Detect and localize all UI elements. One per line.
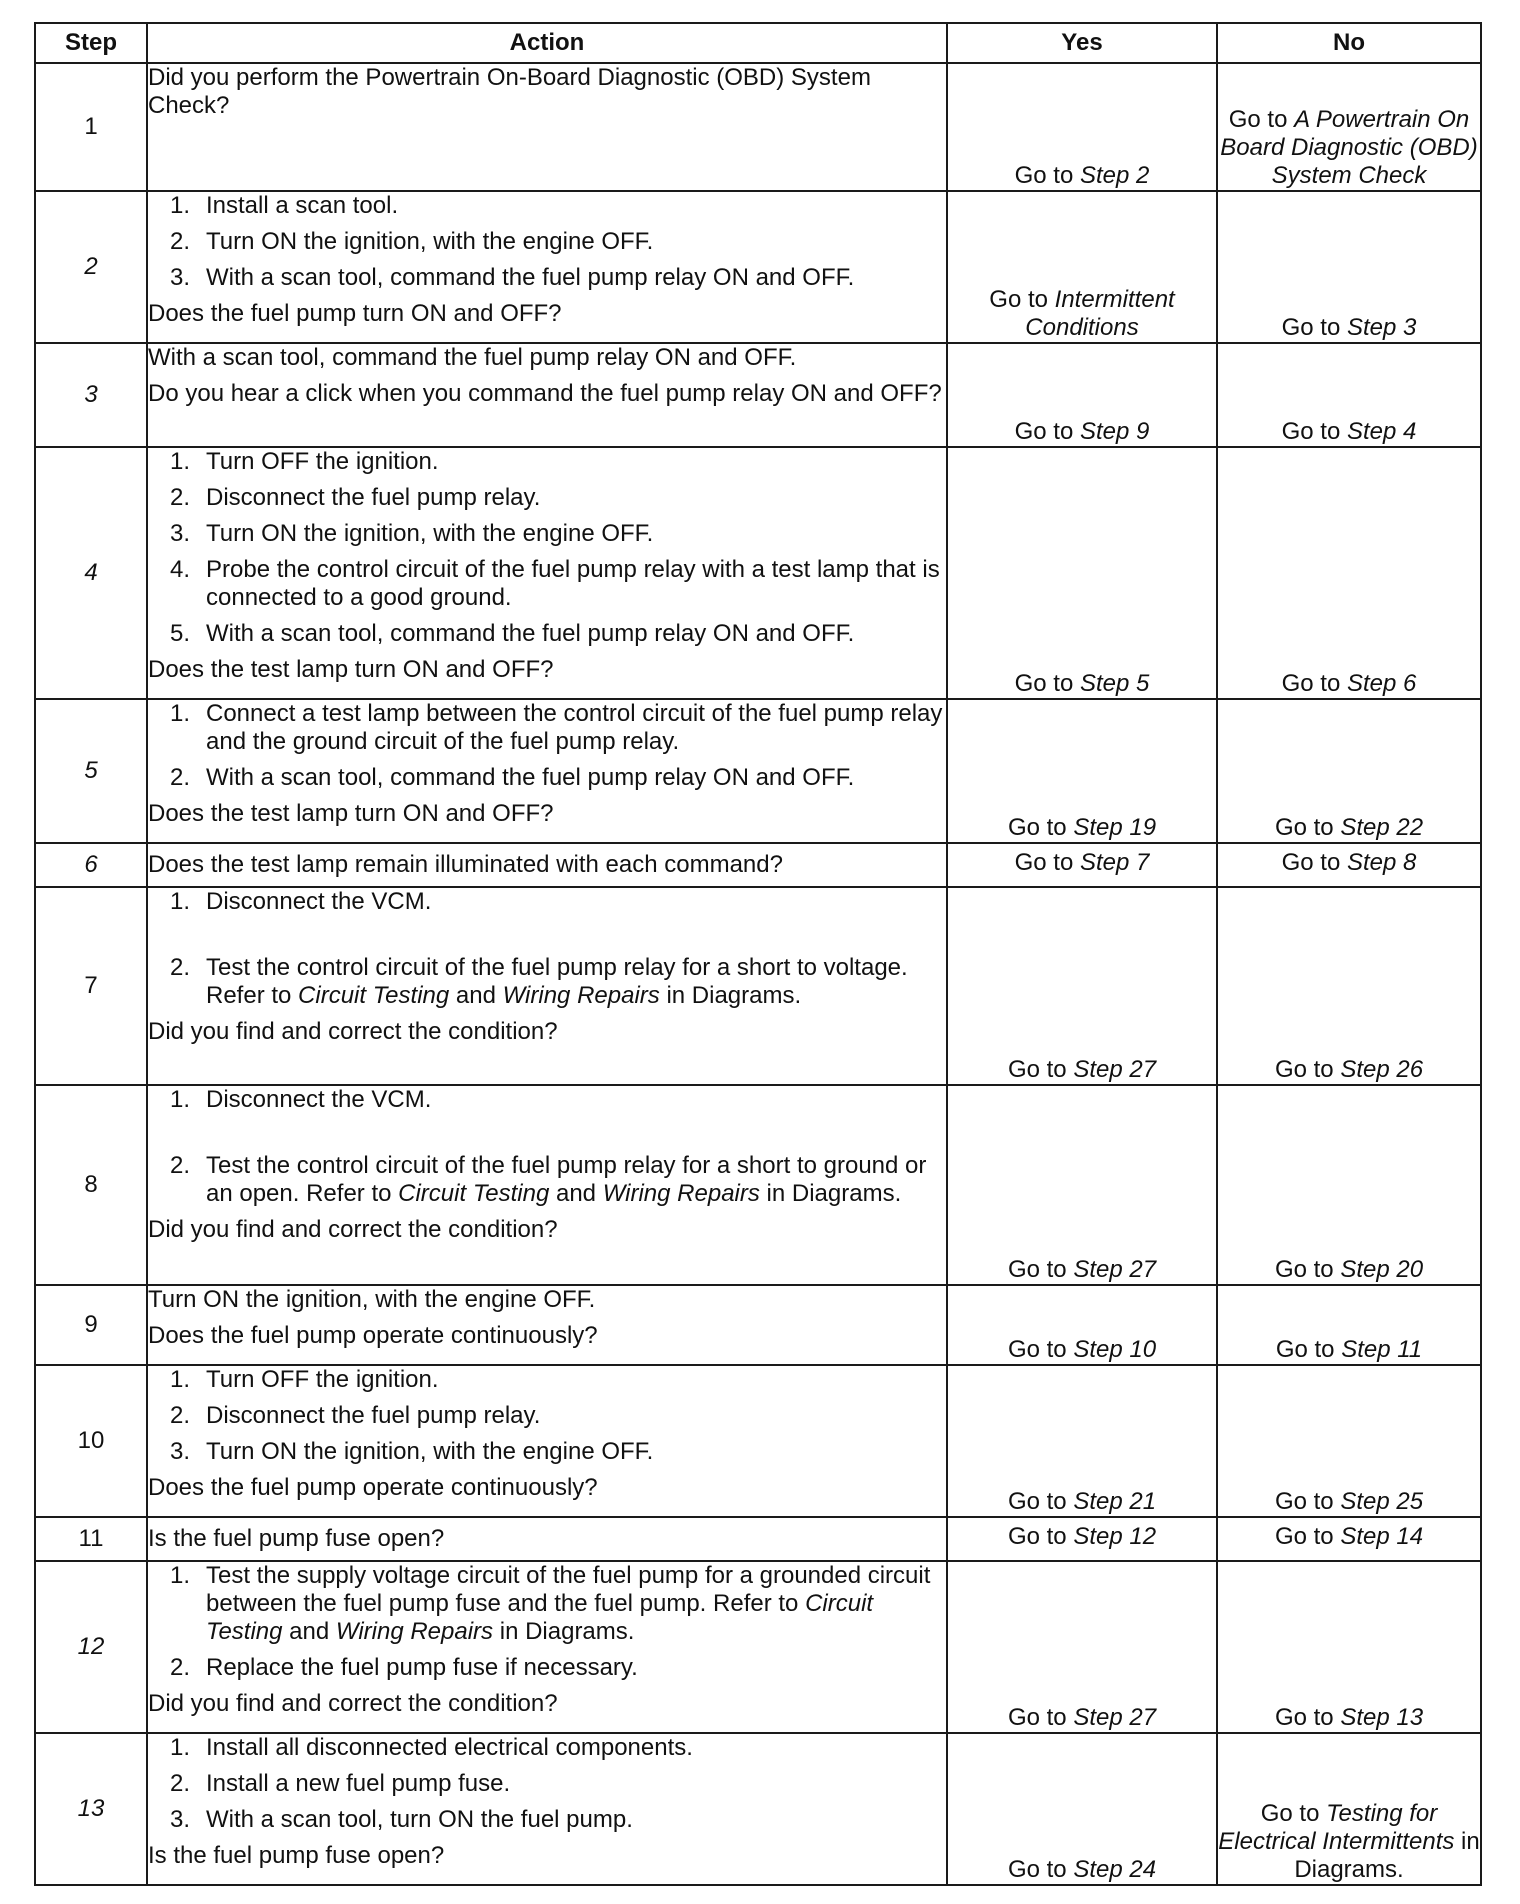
action-item: 1. Connect a test lamp between the control circuit of the fuel pump relay and the ground circuit of the fuel pump relay. (170, 700, 943, 755)
table-row (35, 1733, 1481, 1885)
diagnostic-table (34, 22, 1482, 1886)
action-question: Does the fuel pump operate continuously? (148, 1474, 598, 1501)
table-header-row (35, 23, 1481, 63)
action-item: 2. With a scan tool, command the fuel pump relay ON and OFF. (170, 764, 855, 791)
action-cell (147, 1561, 947, 1733)
yes-cell: Go to Step 12 (947, 1517, 1217, 1561)
action-question: Did you find and correct the condition? (148, 1018, 558, 1045)
no-cell: Go to Step 13 (1217, 1561, 1481, 1733)
procedure-reference: Intermittent Conditions (1025, 286, 1175, 341)
no-cell: Go to Step 25 (1217, 1365, 1481, 1517)
action-cell (147, 1517, 947, 1561)
table-row (35, 1517, 1481, 1561)
action-text: Turn ON the ignition, with the engine OFF. (148, 1286, 596, 1313)
no-cell: Go to Step 20 (1217, 1085, 1481, 1285)
header-no: No (1217, 23, 1481, 63)
no-cell: Go to Testing for Electrical Intermittents in Diagrams. (1217, 1733, 1481, 1885)
step-number: 7 (35, 887, 147, 1085)
action-list (148, 1734, 946, 1834)
step-reference: Step 6 (1346, 670, 1417, 697)
action-item: 3. Turn ON the ignition, with the engine OFF. (170, 520, 654, 547)
action-item: 2. Replace the fuel pump fuse if necessary. (170, 1654, 638, 1681)
action-text: Did you perform the Powertrain On-Board Diagnostic (OBD) System Check? (148, 64, 871, 119)
action-question: Does the test lamp turn ON and OFF? (148, 656, 554, 683)
action-question: Did you find and correct the condition? (148, 1690, 558, 1717)
table-row (35, 343, 1481, 447)
table-row (35, 1561, 1481, 1733)
action-item: 2. Disconnect the fuel pump relay. (170, 484, 541, 511)
table-row (35, 843, 1481, 887)
table-row (35, 191, 1481, 343)
action-cell (147, 1365, 947, 1517)
yes-cell: Go to Step 5 (947, 447, 1217, 699)
no-cell: Go to Step 3 (1217, 191, 1481, 343)
action-question: Does the fuel pump turn ON and OFF? (148, 300, 562, 327)
header-step: Step (35, 23, 147, 63)
step-number: 8 (35, 1085, 147, 1285)
yes-cell: Go to Step 9 (947, 343, 1217, 447)
action-item: 3. With a scan tool, turn ON the fuel pump. (170, 1806, 633, 1833)
step-reference: Step 25 (1340, 1488, 1424, 1515)
step-reference: Step 7 (1079, 849, 1150, 876)
no-cell: Go to Step 4 (1217, 343, 1481, 447)
yes-cell: Go to Step 27 (947, 887, 1217, 1085)
step-number: 1 (35, 63, 147, 191)
action-question: Does the test lamp remain illuminated with each command? (148, 851, 783, 878)
action-cell (147, 887, 947, 1085)
step-reference: Step 3 (1346, 314, 1417, 341)
action-item: 1. Turn OFF the ignition. (170, 448, 439, 475)
action-list (148, 1366, 946, 1466)
action-item: 1. Install a scan tool. (170, 192, 399, 219)
action-cell (147, 843, 947, 887)
step-reference: Step 2 (1079, 162, 1150, 189)
action-item: 2. Install a new fuel pump fuse. (170, 1770, 511, 1797)
table-row (35, 447, 1481, 699)
step-number: 2 (35, 191, 147, 343)
action-question: Does the fuel pump operate continuously? (148, 1322, 598, 1349)
table-row (35, 1285, 1481, 1365)
no-cell: Go to Step 8 (1217, 843, 1481, 887)
action-item: 1. Test the supply voltage circuit of the fuel pump for a grounded circuit between the fuel pump fuse and the fuel pump. Refer to Circuit Testing and Wiring Repairs in Diagrams. (170, 1562, 931, 1645)
step-reference: Step 27 (1073, 1056, 1157, 1083)
action-list (148, 1562, 946, 1682)
no-cell: Go to Step 14 (1217, 1517, 1481, 1561)
action-cell (147, 699, 947, 843)
action-cell (147, 1085, 947, 1285)
step-reference: Step 4 (1346, 418, 1417, 445)
step-number: 6 (35, 843, 147, 887)
table-row (35, 887, 1481, 1085)
action-item: 2. Turn ON the ignition, with the engine OFF. (170, 228, 654, 255)
action-cell (147, 1733, 947, 1885)
action-question: Do you hear a click when you command the fuel pump relay ON and OFF? (148, 380, 942, 407)
action-item: 3. With a scan tool, command the fuel pump relay ON and OFF. (170, 264, 855, 291)
step-reference: Step 19 (1073, 814, 1157, 841)
action-item: 2. Test the control circuit of the fuel pump relay for a short to voltage. Refer to Circuit Testing and Wiring Repairs in Diagrams. (170, 954, 908, 1009)
step-reference: Step 21 (1073, 1488, 1157, 1515)
step-number: 9 (35, 1285, 147, 1365)
action-cell (147, 191, 947, 343)
yes-cell: Go to Step 7 (947, 843, 1217, 887)
step-reference: Step 12 (1073, 1523, 1157, 1550)
action-cell (147, 343, 947, 447)
action-list (148, 700, 946, 792)
action-item: 2. Disconnect the fuel pump relay. (170, 1402, 541, 1429)
action-item: 2. Test the control circuit of the fuel pump relay for a short to ground or an open. Refer to Circuit Testing and Wiring Repairs in Diagrams. (170, 1152, 927, 1207)
step-number: 4 (35, 447, 147, 699)
action-list (148, 1086, 946, 1208)
action-cell (147, 447, 947, 699)
step-reference: Step 22 (1340, 814, 1424, 841)
action-question: Does the test lamp turn ON and OFF? (148, 800, 554, 827)
action-item: 3. Turn ON the ignition, with the engine OFF. (170, 1438, 654, 1465)
table-row (35, 699, 1481, 843)
action-item: 1. Install all disconnected electrical components. (170, 1734, 693, 1761)
procedure-reference: A Powertrain On Board Diagnostic (OBD) System Check (1220, 106, 1478, 189)
step-number: 11 (35, 1517, 147, 1561)
action-list (148, 192, 946, 292)
action-cell (147, 63, 947, 191)
step-number: 13 (35, 1733, 147, 1885)
action-item: 1. Disconnect the VCM. (170, 888, 432, 915)
yes-cell: Go to Step 10 (947, 1285, 1217, 1365)
step-number: 12 (35, 1561, 147, 1733)
no-cell: Go to A Powertrain On Board Diagnostic (OBD) System Check (1217, 63, 1481, 191)
action-text: With a scan tool, command the fuel pump relay ON and OFF. (148, 344, 797, 371)
action-cell (147, 1285, 947, 1365)
step-reference: Step 10 (1073, 1336, 1157, 1363)
no-cell: Go to Step 6 (1217, 447, 1481, 699)
step-reference: Step 27 (1073, 1256, 1157, 1283)
table-row (35, 63, 1481, 191)
action-question: Is the fuel pump fuse open? (148, 1842, 445, 1869)
no-cell: Go to Step 11 (1217, 1285, 1481, 1365)
step-reference: Step 24 (1073, 1856, 1157, 1883)
action-question: Did you find and correct the condition? (148, 1216, 558, 1243)
step-number: 3 (35, 343, 147, 447)
yes-cell: Go to Intermittent Conditions (947, 191, 1217, 343)
step-reference: Step 8 (1346, 849, 1417, 876)
yes-cell: Go to Step 27 (947, 1561, 1217, 1733)
step-reference: Step 20 (1340, 1256, 1424, 1283)
step-reference: Step 14 (1340, 1523, 1424, 1550)
action-list (148, 448, 946, 648)
table-row (35, 1085, 1481, 1285)
action-item: 1. Disconnect the VCM. (170, 1086, 432, 1113)
step-reference: Step 13 (1340, 1704, 1424, 1731)
action-list (148, 888, 946, 1010)
step-reference: Step 9 (1079, 418, 1150, 445)
action-item: 4. Probe the control circuit of the fuel pump relay with a test lamp that is connected to a good ground. (170, 556, 940, 611)
step-reference: Step 26 (1340, 1056, 1424, 1083)
step-reference: Step 11 (1341, 1336, 1423, 1363)
action-item: 5. With a scan tool, command the fuel pump relay ON and OFF. (170, 620, 855, 647)
step-reference: Step 5 (1079, 670, 1150, 697)
yes-cell: Go to Step 21 (947, 1365, 1217, 1517)
procedure-reference: Testing for Electrical Intermittents (1218, 1800, 1455, 1855)
no-cell: Go to Step 22 (1217, 699, 1481, 843)
action-question: Is the fuel pump fuse open? (148, 1525, 445, 1552)
yes-cell: Go to Step 2 (947, 63, 1217, 191)
header-action: Action (147, 23, 947, 63)
diagnostic-table-page (34, 22, 1480, 1886)
no-cell: Go to Step 26 (1217, 887, 1481, 1085)
action-item: 1. Turn OFF the ignition. (170, 1366, 439, 1393)
step-reference: Step 27 (1073, 1704, 1157, 1731)
step-number: 5 (35, 699, 147, 843)
header-yes: Yes (947, 23, 1217, 63)
table-row (35, 1365, 1481, 1517)
yes-cell: Go to Step 27 (947, 1085, 1217, 1285)
step-number: 10 (35, 1365, 147, 1517)
yes-cell: Go to Step 24 (947, 1733, 1217, 1885)
yes-cell: Go to Step 19 (947, 699, 1217, 843)
